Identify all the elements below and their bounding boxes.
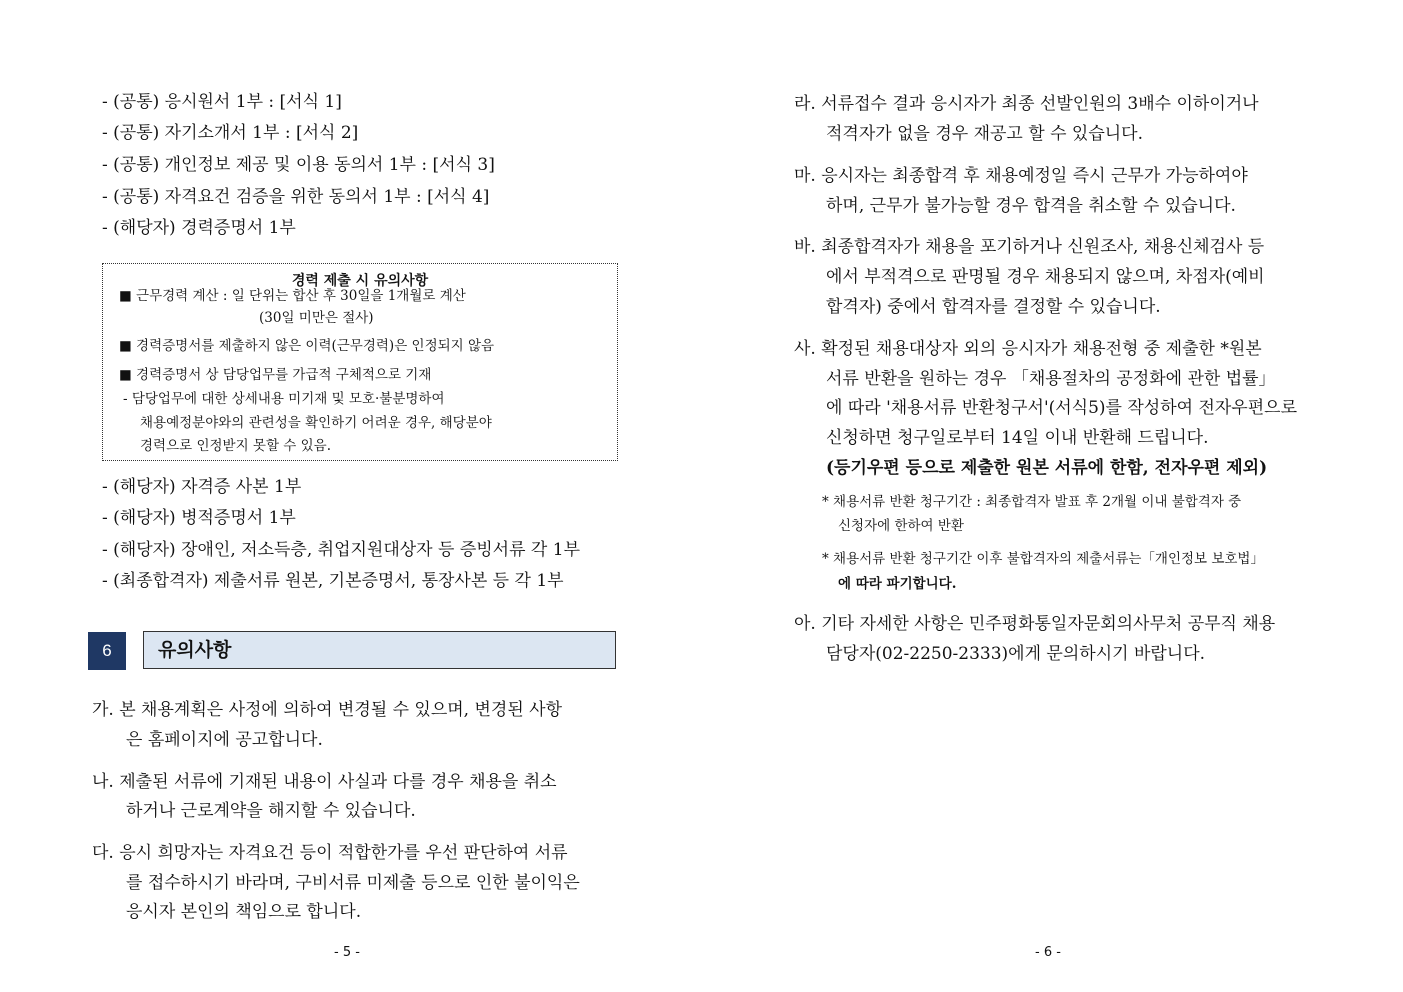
note-item: 적격자가 없을 경우 재공고 할 수 있습니다. xyxy=(826,124,1144,144)
career-notice-box xyxy=(102,263,618,461)
note-item: 하거나 근로계약을 해지할 수 있습니다. xyxy=(126,801,416,821)
note-item: 사. 확정된 채용대상자 외의 응시자가 채용전형 중 제출한 *원본 xyxy=(794,339,1262,359)
doc-item: - (공통) 개인정보 제공 및 이용 동의서 1부 : [서식 3] xyxy=(102,155,495,175)
box-line: ■ 근무경력 계산 : 일 단위는 합산 후 30일을 1개월로 계산 xyxy=(119,288,466,304)
page-right xyxy=(700,0,1403,992)
section-number: 6 xyxy=(88,632,126,670)
box-line: 경력으로 인정받지 못할 수 있음. xyxy=(140,438,331,454)
note-item: 응시자 본인의 책임으로 합니다. xyxy=(126,902,362,922)
note-item: 합격자) 중에서 합격자를 결정할 수 있습니다. xyxy=(826,297,1161,317)
note-item: 은 홈페이지에 공고합니다. xyxy=(126,730,323,750)
note-item: 하며, 근무가 불가능할 경우 합격을 취소할 수 있습니다. xyxy=(826,196,1236,216)
page-left xyxy=(0,0,700,992)
doc-item: - (최종합격자) 제출서류 원본, 기본증명서, 통장사본 등 각 1부 xyxy=(102,571,564,591)
note-item: 아. 기타 자세한 사항은 민주평화통일자문회의사무처 공무직 채용 xyxy=(794,614,1276,634)
note-item: 담당자(02-2250-2333)에게 문의하시기 바랍니다. xyxy=(826,644,1206,664)
doc-item: - (해당자) 경력증명서 1부 xyxy=(102,218,296,238)
doc-item: - (공통) 자기소개서 1부 : [서식 2] xyxy=(102,123,359,143)
box-line: (30일 미만은 절사) xyxy=(259,310,374,326)
page-number: - 6 - xyxy=(1035,945,1061,960)
note-item-emphasis: (등기우편 등으로 제출한 원본 서류에 한함, 전자우편 제외) xyxy=(826,458,1268,478)
footnote: 에 따라 파기합니다. xyxy=(838,576,957,592)
note-item: 신청하면 청구일로부터 14일 이내 반환해 드립니다. xyxy=(826,428,1209,448)
page-number: - 5 - xyxy=(334,945,360,960)
note-item: 를 접수하시기 바라며, 구비서류 미제출 등으로 인한 불이익은 xyxy=(126,873,580,893)
section-title: 유의사항 xyxy=(143,631,616,669)
note-item: 가. 본 채용계획은 사정에 의하여 변경될 수 있으며, 변경된 사항 xyxy=(92,700,562,720)
note-item: 서류 반환을 원하는 경우 「채용절차의 공정화에 관한 법률」 xyxy=(826,369,1276,389)
box-line: ■ 경력증명서 상 담당업무를 가급적 구체적으로 기재 xyxy=(119,367,432,383)
note-item: 다. 응시 희망자는 자격요건 등이 적합한가를 우선 판단하여 서류 xyxy=(92,843,568,863)
doc-item: - (공통) 자격요건 검증을 위한 동의서 1부 : [서식 4] xyxy=(102,187,490,207)
footnote: 신청자에 한하여 반환 xyxy=(838,518,964,534)
note-item: 에서 부적격으로 판명될 경우 채용되지 않으며, 차점자(예비 xyxy=(826,267,1265,287)
note-item: 라. 서류접수 결과 응시자가 최종 선발인원의 3배수 이하이거나 xyxy=(794,94,1259,114)
doc-item: - (해당자) 병적증명서 1부 xyxy=(102,508,296,528)
doc-item: - (해당자) 자격증 사본 1부 xyxy=(102,477,302,497)
doc-item: - (해당자) 장애인, 저소득층, 취업지원대상자 등 증빙서류 각 1부 xyxy=(102,540,580,560)
footnote: * 채용서류 반환 청구기간 이후 불합격자의 제출서류는「개인정보 보호법」 xyxy=(822,551,1264,567)
note-item: 에 따라 '채용서류 반환청구서'(서식5)를 작성하여 전자우편으로 xyxy=(826,398,1297,418)
box-line: ■ 경력증명서를 제출하지 않은 이력(근무경력)은 인정되지 않음 xyxy=(119,338,495,354)
doc-item: - (공통) 응시원서 1부 : [서식 1] xyxy=(102,92,342,112)
footnote: * 채용서류 반환 청구기간 : 최종합격자 발표 후 2개월 이내 불합격자 중 xyxy=(822,494,1242,510)
box-line: 채용예정분야와의 관련성을 확인하기 어려운 경우, 해당분야 xyxy=(140,415,492,431)
note-item: 나. 제출된 서류에 기재된 내용이 사실과 다를 경우 채용을 취소 xyxy=(92,772,557,792)
note-item: 마. 응시자는 최종합격 후 채용예정일 즉시 근무가 가능하여야 xyxy=(794,166,1248,186)
note-item: 바. 최종합격자가 채용을 포기하거나 신원조사, 채용신체검사 등 xyxy=(794,237,1265,257)
box-line: - 담당업무에 대한 상세내용 미기재 및 모호·불분명하여 xyxy=(123,391,445,407)
box-title: 경력 제출 시 유의사항 xyxy=(291,273,429,289)
